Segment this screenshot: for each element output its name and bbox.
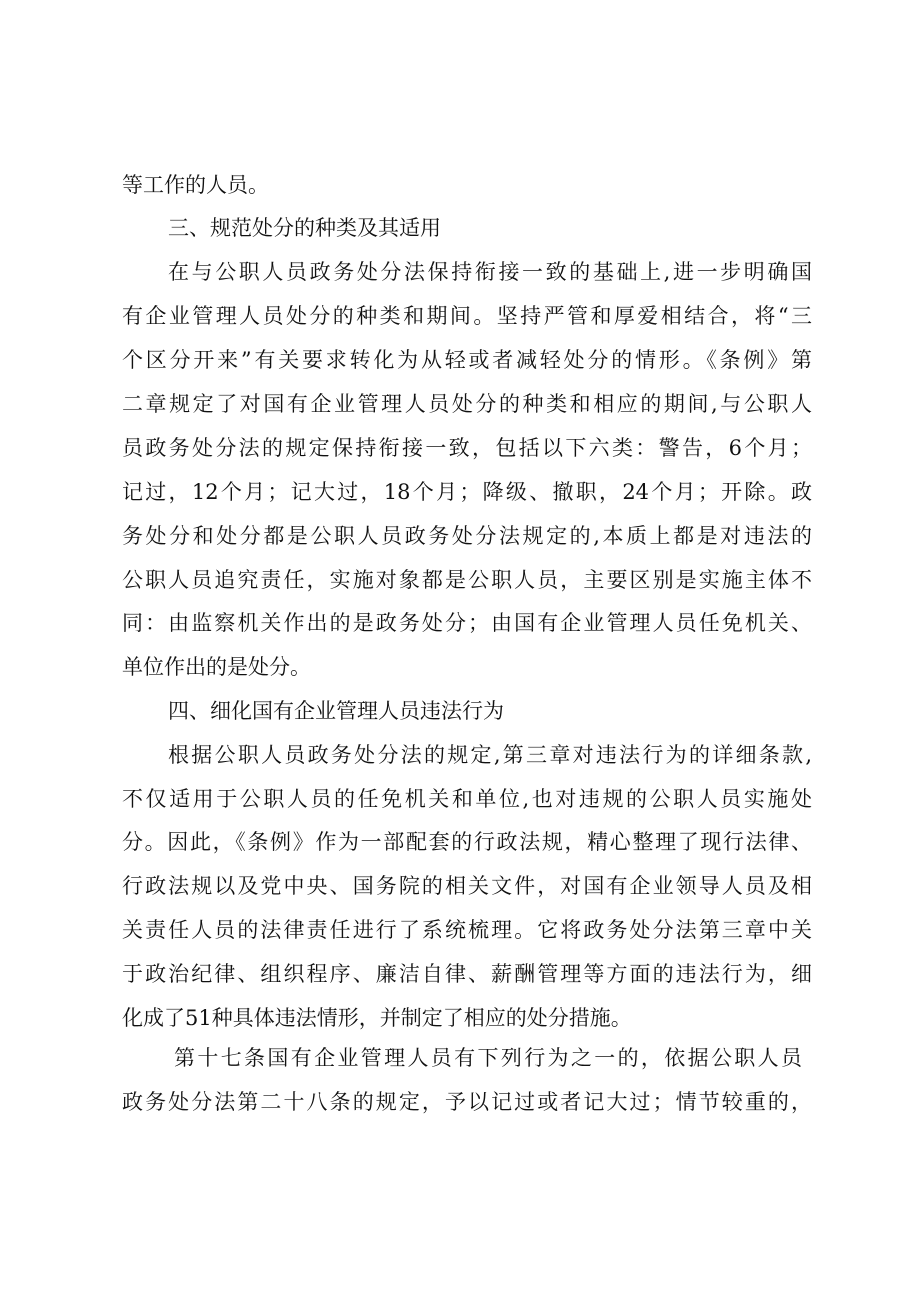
paragraph-line: 于政治纪律、组织程序、廉洁自律、薪酬管理等方面的违法行为，细 <box>122 962 812 986</box>
paragraph-line: 有企业管理人员处分的种类和期间。坚持严管和厚爱相结合，将“三 <box>122 304 812 328</box>
paragraph-line: 员政务处分法的规定保持衔接一致，包括以下六类：警告，6个月； <box>122 436 812 460</box>
paragraph-line: 单位作出的是处分。 <box>122 655 311 679</box>
section-heading-4: 四、细化国有企业管理人员违法行为 <box>168 699 504 723</box>
paragraph-line: 关责任人员的法律责任进行了系统梳理。它将政务处分法第三章中关 <box>122 918 812 942</box>
paragraph-line: 化成了51种具体违法情形，并制定了相应的处分措施。 <box>122 1006 632 1030</box>
section-heading-3: 三、规范处分的种类及其适用 <box>168 216 441 240</box>
paragraph-line: 二章规定了对国有企业管理人员处分的种类和相应的期间,与公职人 <box>122 392 812 416</box>
paragraph-line: 公职人员追究责任，实施对象都是公职人员，主要区别是实施主体不 <box>122 568 812 592</box>
paragraph-line: 分。因此，《条例》作为一部配套的行政法规，精心整理了现行法律、 <box>122 830 812 854</box>
article-line: 政务处分法第二十八条的规定，予以记过或者记大过；情节较重的， <box>122 1090 812 1114</box>
paragraph-line: 记过，12个月；记大过，18个月；降级、撤职，24个月；开除。政 <box>122 480 812 504</box>
article-line: 第十七条国有企业管理人员有下列行为之一的，依据公职人员 <box>174 1046 802 1070</box>
paragraph-line: 个区分开来”有关要求转化为从轻或者减轻处分的情形。《条例》第 <box>122 348 812 372</box>
paragraph-line: 在与公职人员政务处分法保持衔接一致的基础上,进一步明确国 <box>168 260 812 284</box>
continuation-line: 等工作的人员。 <box>122 173 269 197</box>
paragraph-line: 行政法规以及党中央、国务院的相关文件，对国有企业领导人员及相 <box>122 874 812 898</box>
paragraph-line: 不仅适用于公职人员的任免机关和单位,也对违规的公职人员实施处 <box>122 787 812 811</box>
paragraph-line: 同：由监察机关作出的是政务处分；由国有企业管理人员任免机关、 <box>122 611 812 635</box>
paragraph-line: 根据公职人员政务处分法的规定,第三章对违法行为的详细条款, <box>168 743 812 767</box>
paragraph-line: 务处分和处分都是公职人员政务处分法规定的,本质上都是对违法的 <box>122 524 812 548</box>
